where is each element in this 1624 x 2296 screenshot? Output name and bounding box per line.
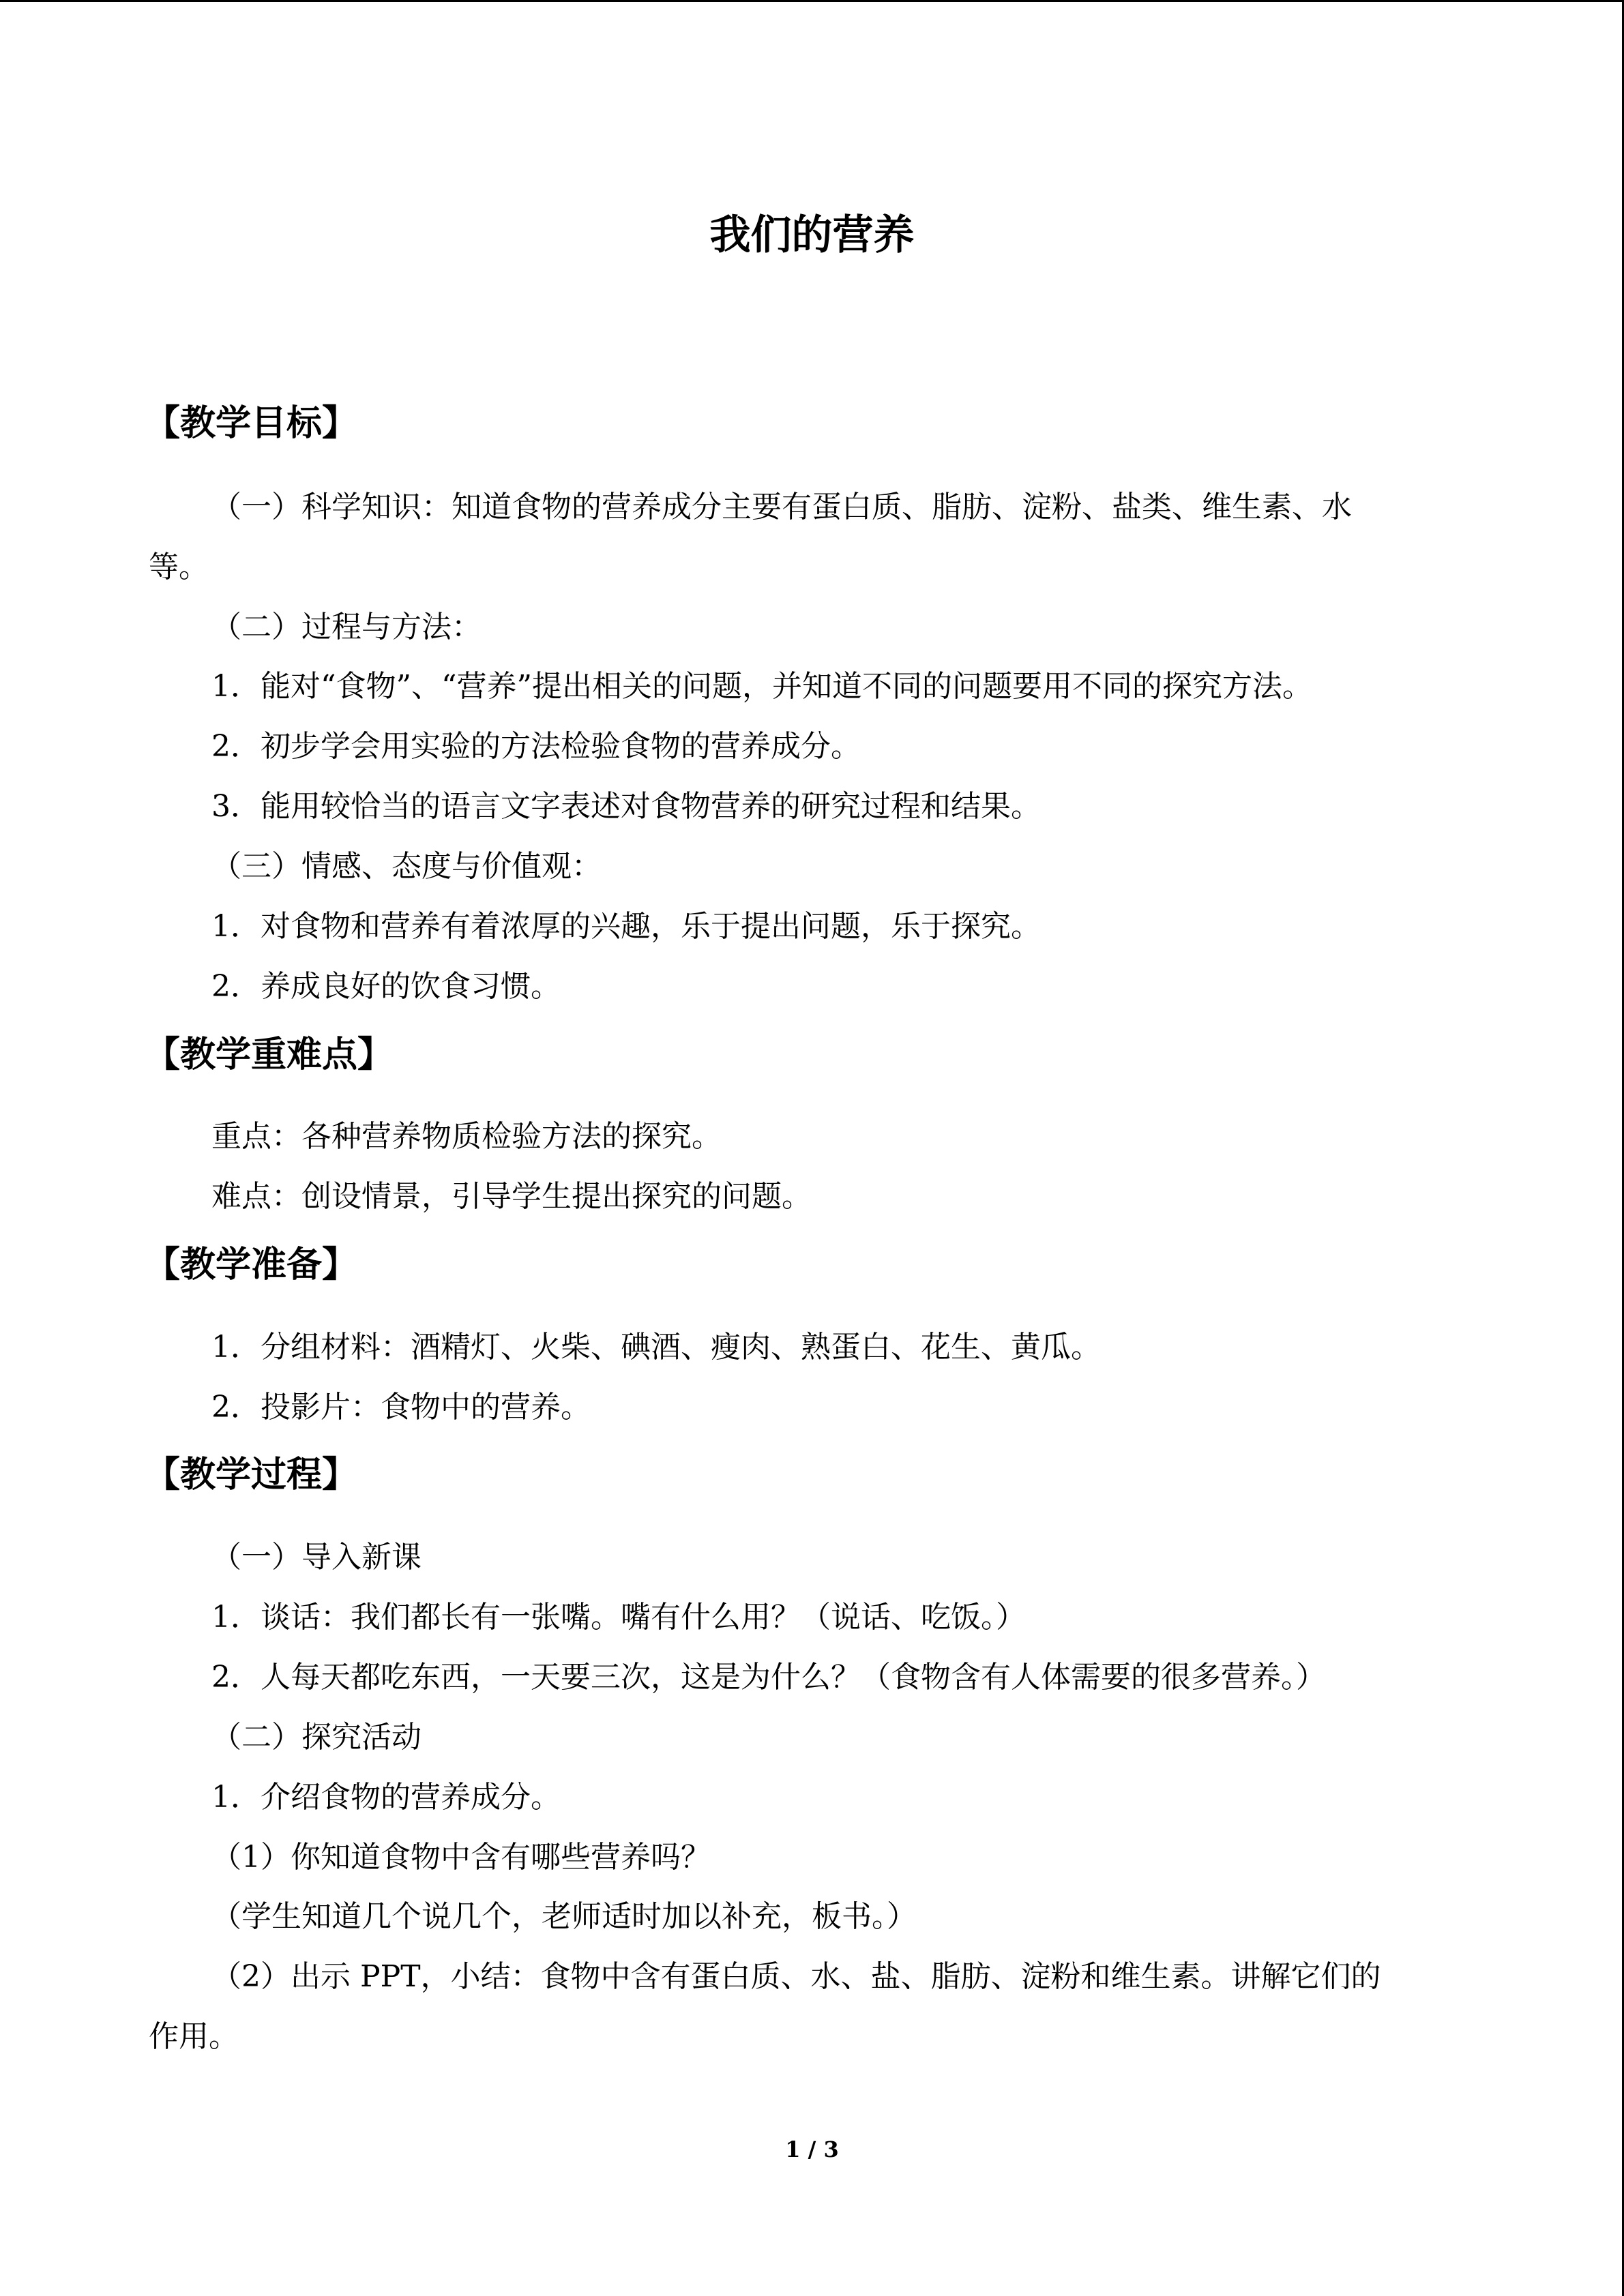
key-point-line: 重点：各种营养物质检验方法的探究。: [211, 1119, 722, 1154]
page-border-top: [0, 0, 1624, 2]
process-explore-summary-line-2: 作用。: [149, 2019, 239, 2054]
goal-process-item: 3．能用较恰当的语言文字表述对食物营养的研究过程和结果。: [211, 789, 1041, 824]
goal-process-heading: （二）过程与方法：: [211, 610, 482, 644]
process-intro-item: 2．人每天都吃东西，一天要三次，这是为什么？（食物含有人体需要的很多营养。）: [211, 1660, 1326, 1695]
difficult-point-line: 难点：创设情景，引导学生提出探究的问题。: [211, 1179, 812, 1214]
process-intro-item: 1．谈话：我们都长有一张嘴。嘴有什么用？（说话、吃饭。）: [211, 1600, 1026, 1635]
process-intro-heading: （一）导入新课: [211, 1540, 422, 1575]
page-number: 1 / 3: [785, 2136, 839, 2162]
page-title: 我们的营养: [709, 211, 915, 259]
process-explore-question: （1）你知道食物中含有哪些营养吗？: [211, 1840, 711, 1875]
process-explore-heading: （二）探究活动: [211, 1720, 422, 1755]
preparation-item: 2．投影片：食物中的营养。: [211, 1390, 591, 1425]
goal-attitude-heading: （三）情感、态度与价值观：: [211, 849, 602, 884]
goal-attitude-item: 2．养成良好的饮食习惯。: [211, 969, 561, 1004]
goal-process-item: 1．能对“食物”、“营养”提出相关的问题，并知道不同的问题要用不同的探究方法。: [211, 669, 1312, 704]
section-heading-process: 【教学过程】: [145, 1455, 358, 1495]
goal-attitude-item: 1．对食物和营养有着浓厚的兴趣，乐于提出问题，乐于探究。: [211, 909, 1041, 944]
process-explore-note: （学生知道几个说几个，老师适时加以补充，板书。）: [211, 1899, 917, 1934]
process-explore-item: 1．介绍食物的营养成分。: [211, 1780, 561, 1815]
section-heading-goals: 【教学目标】: [145, 403, 358, 444]
goal-knowledge-line-1: （一）科学知识：知道食物的营养成分主要有蛋白质、脂肪、淀粉、盐类、维生素、水: [211, 490, 1352, 524]
section-heading-preparation: 【教学准备】: [145, 1244, 358, 1285]
goal-process-item: 2．初步学会用实验的方法检验食物的营养成分。: [211, 729, 861, 764]
process-explore-summary-line-1: （2）出示 PPT，小结：食物中含有蛋白质、水、盐、脂肪、淀粉和维生素。讲解它们的: [211, 1959, 1381, 1994]
preparation-item: 1．分组材料：酒精灯、火柴、碘酒、瘦肉、熟蛋白、花生、黄瓜。: [211, 1330, 1101, 1365]
goal-knowledge-line-2: 等。: [149, 550, 209, 584]
section-heading-key-points: 【教学重难点】: [145, 1034, 394, 1075]
